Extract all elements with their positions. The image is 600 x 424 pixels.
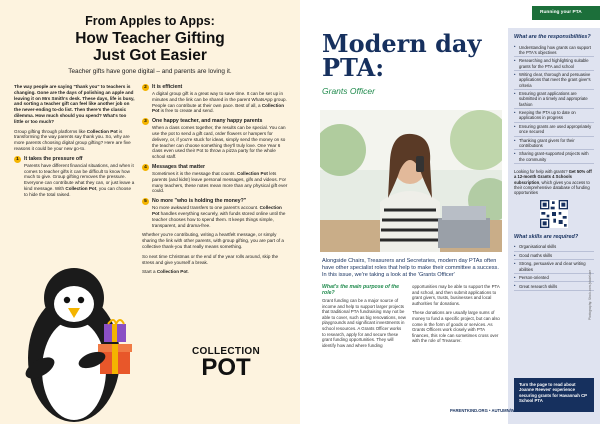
right-page-article xyxy=(300,0,600,424)
list-item: • Organisational skills xyxy=(514,243,594,252)
logo-line-2: POT xyxy=(201,354,251,381)
tip-heading: It is efficient xyxy=(152,84,183,90)
tip-number-badge: 1 xyxy=(14,156,21,163)
skills-heading: What skills are required? xyxy=(514,233,579,240)
advert-title-line3: Just Got Easier xyxy=(93,47,207,64)
advert-title-line1: From Apples to Apps: xyxy=(85,14,215,28)
info-sidebar xyxy=(508,28,600,424)
qr-code-icon[interactable] xyxy=(540,200,568,228)
list-item: • Keeping the PTA up to date on applications in progress xyxy=(514,109,594,123)
skills-list xyxy=(514,243,594,291)
advert-para-2: Group gifting through platforms like Collection Pot is transforming the way parents say thank you. So, why are more parents choosing digital group gifting? Here are five reasons it could be your new go-to. xyxy=(14,128,131,151)
responsibilities-heading: What are the responsibilities? xyxy=(514,34,591,40)
article-column-1 xyxy=(322,284,406,352)
tip-item xyxy=(14,156,136,198)
advert-closing-2: So next time Christmas or the end of the year rolls around, skip the stress and give yourself a break. xyxy=(142,253,279,265)
tip-body: When a class comes together, the results can be special. You can use the pot to send a gift card, order flowers or hampers for delivery, or, if you're stuck for ideas, simply send the money on so the teacher can choose something they'll truly love. One Year 6 class even used their Pot to throw a pizza party for the whole school staff. xyxy=(152,125,286,160)
list-item: • Thanking grant givers for their contributions xyxy=(514,137,594,151)
advert-column-1 xyxy=(14,84,136,202)
turn-page-callout: Turn the page to read about Joanne Reeves' experience securing grants for Havannah CP School PTA xyxy=(514,378,594,412)
list-item: • Great research skills xyxy=(514,282,594,291)
tip-body: No more awkward transfers to one parent's account. Collection Pot handles everything securely, with funds stored online until the teacher chooses how to spend them. It keeps things simple, transparent, and drama-free. xyxy=(152,205,286,228)
tip-item xyxy=(142,164,290,194)
tip-heading: No more "who is holding the money?" xyxy=(152,198,247,205)
tip-heading: It takes the pressure off xyxy=(24,155,83,162)
woman-on-phone-photo-icon xyxy=(320,110,502,252)
page-number: 13 xyxy=(543,408,549,413)
grants-offer-text: Looking for help with grants? Get 50% off a 12-month Grants 4 Schools subscription, which gives you access to their comprehensive database of funding opportunities xyxy=(514,169,592,196)
list-item: • Good maths skills xyxy=(514,252,594,261)
responsibilities-list xyxy=(514,43,594,164)
list-item: • Person-oriented xyxy=(514,274,594,283)
tip-item xyxy=(142,198,290,228)
photo-credit: Photography: Stock.com /pixdeluxe xyxy=(588,270,592,320)
column-subheading: What's the main purpose of the role? xyxy=(322,284,400,296)
list-item: • Researching and highlighting suitable grants for the PTA and school xyxy=(514,57,594,71)
tip-number-badge: 5 xyxy=(142,198,149,205)
collection-pot-logo xyxy=(170,346,282,379)
advert-column-2 xyxy=(142,84,290,279)
advert-closing-3: Start a Collection Pot. xyxy=(142,269,189,275)
column-body: These donations are usually large sums of money to fund a specific project, but can also come in the form of goods or services. As Grants Officers work closely with PTA finances, this role can sometimes cross over with the role of Treasurer. xyxy=(412,310,500,344)
article-title: Modern day PTA: xyxy=(322,29,482,82)
tip-heading: Messages that matter xyxy=(152,163,206,170)
section-tab: Running your PTA xyxy=(532,6,600,20)
tip-item xyxy=(142,118,290,160)
page-footer xyxy=(450,408,548,413)
footer-site: PARENTKIND.ORG • AUTUMN/WINTER 2025 xyxy=(450,408,538,413)
tip-number-badge: 4 xyxy=(142,164,149,171)
tip-number-badge: 2 xyxy=(142,84,149,91)
article-kicker: Grants Officer xyxy=(322,86,375,96)
tip-body: A digital group gift is a great way to save time. It can be set up in minutes and the link can be shared in the parent WhatsApp group. People can contribute at their own pace. Best of all, a Collection Pot is free to create and send. xyxy=(152,91,287,114)
advert-subtitle: Teacher gifts have gone digital – and parents are loving it. xyxy=(68,68,232,75)
advert-title xyxy=(0,14,300,64)
list-item: • Strong, persuasive and clear writing abilities xyxy=(514,260,594,274)
column-body: opportunities may be able to support the PTA and school, and then submit applications to grant givers, trusts, businesses and local authorities for donations. xyxy=(412,284,500,306)
advert-intro: The way people are saying "thank you" to teachers is changing. Gone are the days of polishing an apple and leaving it on Mrs Smith's desk. These days, life is busy, and sorting a teacher gift can feel like another job on the never-ending to-do list. Then there's the classic dilemma. How much should you spend? What's too little or too much? xyxy=(14,84,135,124)
column-body: Grant funding can be a major source of income and help to support larger projects that traditional PTA fundraising may not be able to cover, such as big renovations, new playgrounds and significant investments in school resources. A Grants Officer works to research, apply for and secure these grant funding opportunities. They will identify how and where funding xyxy=(322,298,406,348)
logo-line-1: COLLECTION xyxy=(192,346,260,357)
advert-closing-1: Whether you're contributing, writing a heartfelt message, or simply sharing the link with other parents, with group gifting, you are part of a collective thank-you that really means something. xyxy=(142,232,284,249)
list-item: • Writing clear, thorough and persuasive applications that meet the grant giver's criteria xyxy=(514,71,594,90)
penguin-mascot-icon xyxy=(12,248,152,424)
list-item: • Ensuring grant applications are submitted in a timely and appropriate fashion xyxy=(514,90,594,109)
list-item: • Sharing grant-supported projects with the community xyxy=(514,150,594,164)
advert-title-line2: How Teacher Gifting xyxy=(75,30,225,47)
article-lead: Alongside Chairs, Treasurers and Secretaries, modern day PTAs often have other specialist roles that help to make their committee a success. In this issue, we're taking a look at the 'Grants Officer' xyxy=(322,258,499,278)
list-item: • Ensuring grants are used appropriately once secured xyxy=(514,123,594,137)
tip-heading: One happy teacher, and many happy parents xyxy=(152,118,263,125)
tip-number-badge: 3 xyxy=(142,118,149,125)
tip-body: Sometimes it is the message that counts. Collection Pot lets parents (and kids!) leave personal messages, gifs and videos. For many teachers, these notes mean more than any physical gift ever could. xyxy=(152,170,288,194)
tip-body: Parents have different financial situations, and when it comes to teacher gifts it can be difficult to know how much to give. Group gifting removes the pressure. Everyone can contribute what they can, or just leave a kind message. With Collection Pot, you can choose to hide the total raised. xyxy=(24,162,135,197)
tip-item xyxy=(142,84,290,114)
article-column-2 xyxy=(412,284,502,348)
list-item: • Understanding how grants can support the PTA's objectives xyxy=(514,43,594,57)
